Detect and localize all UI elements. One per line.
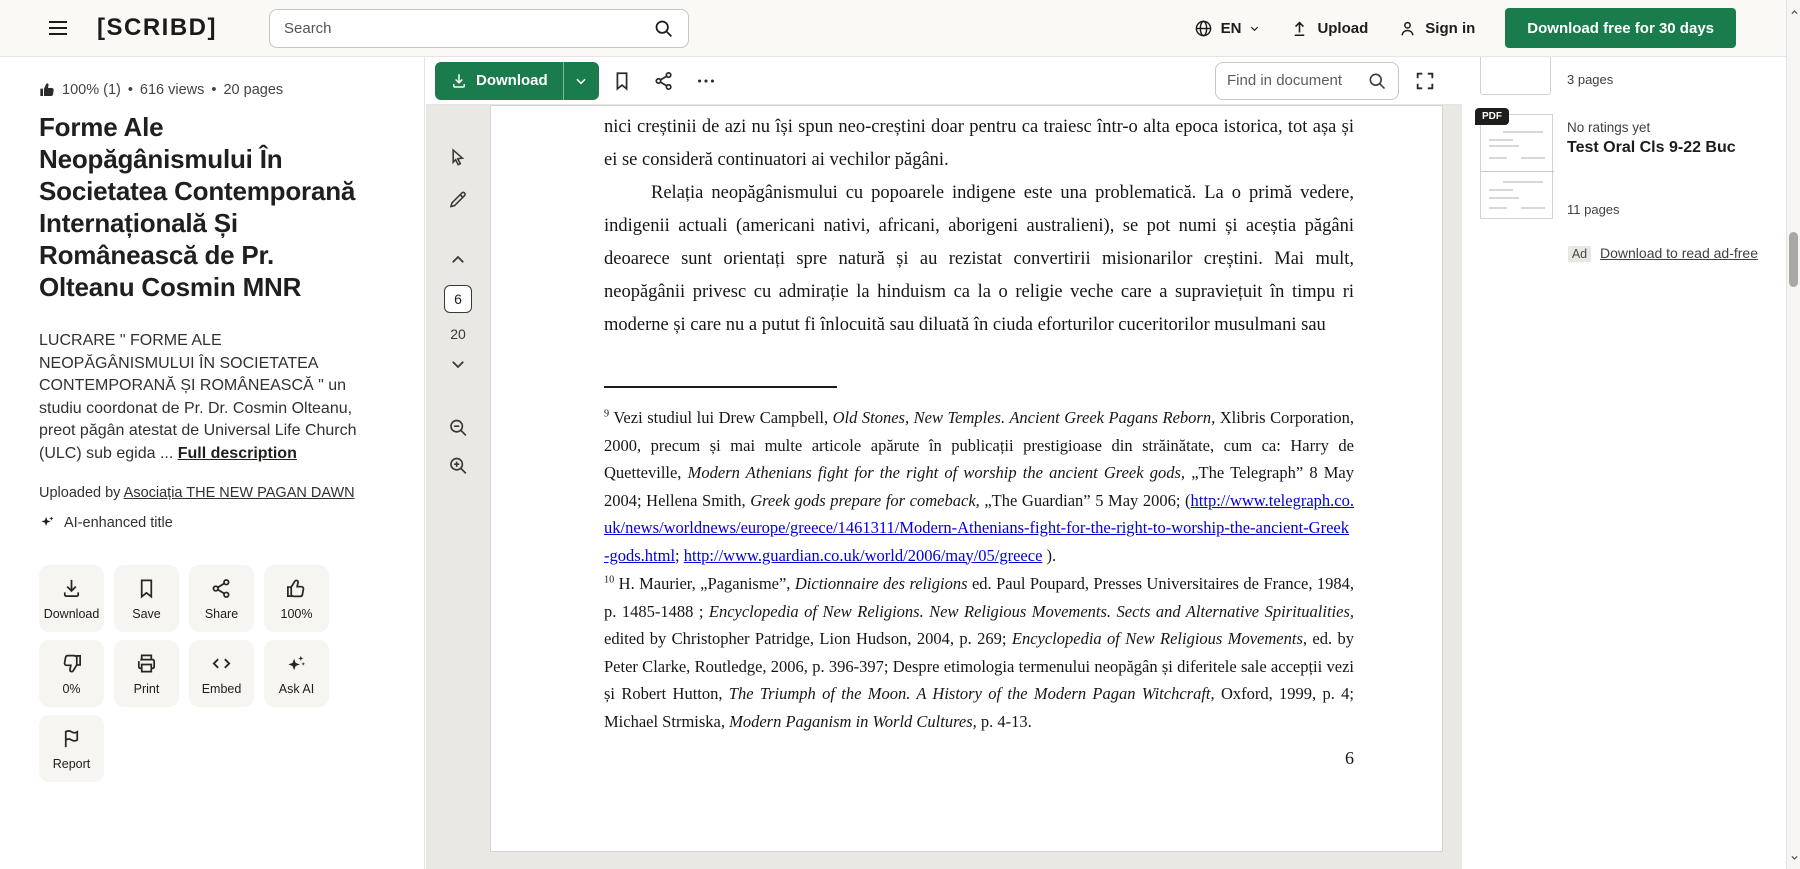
footnote: $^{10}$ H. Maurier, „Paganisme”, Dictionnaire des religions ed. Paul Poupard, Presses Universitaires de France, 1984, p. 1485-1488 ; Encyclopedia of New Religions. New Religious Movements. Sects and Alternative Spiritualities, edited by Christopher Patridge, Lion Hudson, 2004, p. 269; Encyclopedia of New Religious Movements, ed. by Peter Clarke, Routledge, 2006, p. 396-397; Despre etimologia termenului neopăgân și diferitele sale accepții vezi și Robert Hutton, The Triumph of the Moon. A History of the Modern Pagan Witchcraft, Oxford, 1999, p. 4; Michael Strmiska, Modern Paganism in World Cultures, p. 4-13. [604, 574, 1355, 731]
signin-label: Sign in [1425, 19, 1476, 37]
search-icon[interactable] [653, 18, 674, 39]
related-documents-sidebar [1462, 57, 1800, 869]
download-action-button[interactable] [39, 565, 104, 632]
paragraph: nici creștinii de azi nu își spun neo-creștini doar pentru ca traiesc într-o alta epoca istorica, tot așa și ei se consideră continuatori ai vechilor păgâni. [604, 117, 1354, 170]
thumbs-down-icon [60, 652, 83, 675]
download-split-button [435, 62, 599, 100]
document-info-sidebar [0, 57, 425, 869]
find-input[interactable] [1227, 72, 1367, 89]
action-label: 100% [280, 606, 313, 621]
action-label: Save [132, 606, 161, 621]
uploaded-by-row [39, 485, 394, 501]
footnote-link[interactable]: http://www.guardian.co.uk/world/2006/may/05/greece [683, 545, 1043, 565]
document-viewer [426, 57, 1462, 869]
upload-icon [1290, 19, 1309, 38]
paragraph: Relația neopăgânismului cu popoarele indigene este una problematică. La o primă vedere, indigenii actuali (americani nativi, africani, aborigeni australieni), se pot numi și aceștia păgâni deoarece sunt orientați spre natură și au rezistat convertirii misionarilor creștini. Mai mult, neopăgânii privesc cu admirație la hinduism ca la o religie veche care a supraviețuit în timpu ri moderne și care nu a putut fi înlocuită sau diluată în ciuda eforturilor cuceritorilor musulmani sau [604, 183, 1354, 335]
globe-icon [1194, 19, 1213, 38]
download-free-button[interactable]: Download free for 30 days [1505, 8, 1736, 48]
fullscreen-button[interactable] [1414, 70, 1436, 92]
thumbs-up-icon [285, 577, 308, 600]
search-input[interactable] [284, 20, 653, 37]
ai-enhanced-label: AI-enhanced title [64, 514, 173, 531]
uploader-link[interactable]: Asociația THE NEW PAGAN DAWN [123, 485, 355, 501]
document-stats [39, 82, 394, 98]
related-document-card[interactable] [1480, 111, 1800, 219]
full-description-link[interactable]: Full description [177, 444, 297, 462]
code-brackets-icon [210, 652, 233, 675]
bookmark-icon [611, 70, 633, 92]
viewer-toolbar-right [1215, 62, 1462, 100]
page-number: 6 [1345, 748, 1354, 768]
downvote-action-button[interactable] [39, 640, 104, 707]
related-pages-label: 11 pages [1567, 202, 1620, 217]
description-text: LUCRARE " FORME ALE NEOPĂGÂNISMULUI ÎN SOCIETATEA CONTEMPORANĂ ȘI ROMÂNEASCĂ " un studiu coordonat de Pr. Dr. Cosmin Olteanu, preot păgân atestat de Universal Life Church (ULC) sub egida ... [39, 332, 357, 462]
scroll-up-arrow[interactable] [1787, 4, 1800, 20]
chevron-down-icon [574, 74, 588, 88]
footnote-divider [604, 386, 837, 388]
uploaded-by-label: Uploaded by [39, 485, 121, 501]
viewer-toolbar [426, 57, 1462, 105]
pdf-badge: PDF [1475, 108, 1509, 125]
find-in-document[interactable] [1215, 62, 1399, 100]
flag-icon [60, 727, 83, 750]
sparkles-icon [285, 652, 308, 675]
document-actions [39, 565, 394, 782]
search-icon[interactable] [1367, 71, 1387, 91]
upvote-action-button[interactable] [264, 565, 329, 632]
views-count: 616 views [139, 82, 205, 98]
related-document-partial[interactable] [1480, 57, 1800, 101]
current-page-input[interactable]: 6 [444, 285, 472, 313]
zoom-out-button[interactable] [448, 417, 469, 438]
page-scrollbar[interactable] [1786, 0, 1800, 869]
bookmark-icon [135, 577, 158, 600]
action-label: Embed [201, 681, 242, 696]
scroll-down-arrow[interactable] [1787, 849, 1800, 865]
viewer-toolbar-icons [611, 70, 717, 92]
chevron-down-icon [1249, 23, 1260, 34]
download-icon [60, 577, 83, 600]
action-label: Report [52, 756, 91, 771]
document-thumbnail[interactable] [1480, 111, 1553, 219]
search-bar[interactable] [269, 9, 689, 48]
scribd-logo[interactable]: [SCRIBD] [97, 14, 217, 41]
footnote-link[interactable]: http://www.telegraph.co.uk/news/worldnews/europe/greece/1461311/Modern-Athenians-fight-for-the-right-to-worship-the-ancient-Greek-gods.html [604, 490, 1354, 565]
top-header [0, 0, 1800, 57]
ad-free-link[interactable]: Download to read ad-free [1600, 245, 1758, 261]
share-icon [210, 577, 233, 600]
share-action-button[interactable] [189, 565, 254, 632]
share-button[interactable] [653, 70, 675, 92]
viewer-body [426, 105, 1462, 821]
save-action-button[interactable] [114, 565, 179, 632]
dot-separator: • [127, 82, 133, 98]
next-page-button[interactable] [449, 355, 467, 373]
action-label: Download [43, 606, 100, 621]
ad-row [1480, 245, 1800, 261]
document-thumbnail[interactable] [1480, 57, 1553, 97]
document-title: Forme Ale Neopăgânismului În Societatea Contemporană Internațională Și Românească de Pr. Olteanu Cosmin MNR [39, 112, 356, 302]
ellipsis-icon [695, 70, 717, 92]
select-tool-button[interactable] [448, 147, 469, 168]
scrollbar-thumb[interactable] [1789, 232, 1798, 287]
ask-ai-action-button[interactable] [264, 640, 329, 707]
footnote: $^9$ Vezi studiul lui Drew Campbell, Old Stones, New Temples. Ancient Greek Pagans Reborn, Xlibris Corporation, 2000, precum și mai multe articole apărute în publicații prestigioase din străinătate, cum ca: Harry de Quetteville, Modern Athenians fight for the right of worship the ancient Greek gods, „The Telegraph” 8 May 2004; Hellena Smith, Greek gods prepare for comeback, „The Guardian” 5 May 2006; (http://www.telegraph.co.uk/news/worldnews/europe/greece/1461311/Modern-Athenians-fight-for-the-right-to-worship-the-ancient-Greek-gods.html; http://www.guardian.co.uk/world/2006/may/05/greece ). [604, 408, 1354, 565]
share-icon [653, 70, 675, 92]
select-cursor-icon [448, 147, 469, 168]
related-pages-label: 3 pages [1567, 71, 1614, 87]
pages-count: 20 pages [223, 82, 284, 98]
save-bookmark-button[interactable] [611, 70, 633, 92]
signin-button[interactable] [1398, 19, 1475, 38]
document-description [39, 330, 375, 465]
fullscreen-icon [1414, 70, 1436, 92]
zoom-out-icon [448, 417, 469, 438]
ad-badge: Ad [1568, 246, 1591, 262]
upload-label: Upload [1317, 19, 1369, 37]
download-options-button[interactable] [563, 62, 599, 100]
chevron-down-icon [449, 355, 467, 373]
hamburger-icon [46, 16, 70, 40]
related-rating: No ratings yet [1567, 120, 1651, 135]
language-label: EN [1220, 19, 1242, 37]
chevron-down-icon [1790, 853, 1799, 862]
ai-enhanced-row [39, 514, 394, 531]
annotate-pen-button[interactable] [448, 189, 469, 210]
more-options-button[interactable] [695, 70, 717, 92]
action-label: Print [133, 681, 160, 696]
embed-action-button[interactable] [189, 640, 254, 707]
pen-icon [448, 189, 469, 210]
download-button[interactable] [435, 62, 563, 100]
language-selector[interactable] [1194, 19, 1261, 38]
zoom-in-button[interactable] [448, 455, 469, 476]
header-right [1194, 8, 1800, 48]
print-action-button[interactable] [114, 640, 179, 707]
download-icon [450, 72, 468, 90]
action-label: 0% [62, 681, 81, 696]
download-label: Download [476, 72, 548, 89]
dot-separator: • [211, 82, 217, 98]
upload-button[interactable] [1290, 19, 1368, 38]
related-title[interactable]: Test Oral Cls 9-22 Buc [1567, 139, 1736, 156]
previous-page-button[interactable] [449, 251, 467, 269]
rating-value: 100% (1) [62, 82, 121, 98]
report-action-button[interactable] [39, 715, 104, 782]
chevron-up-icon [1790, 8, 1799, 17]
printer-icon [135, 652, 158, 675]
thumbs-up-icon [39, 82, 55, 98]
menu-button[interactable] [45, 15, 71, 41]
user-icon [1398, 19, 1417, 38]
related-document-meta [1567, 114, 1736, 219]
action-label: Share [204, 606, 239, 621]
sparkle-icon [39, 514, 56, 531]
document-page[interactable] [490, 105, 1443, 852]
action-label: Ask AI [278, 681, 315, 696]
chevron-up-icon [449, 251, 467, 269]
total-pages-label: 20 [450, 326, 466, 342]
page-tools-rail [426, 105, 490, 821]
zoom-in-icon [448, 455, 469, 476]
